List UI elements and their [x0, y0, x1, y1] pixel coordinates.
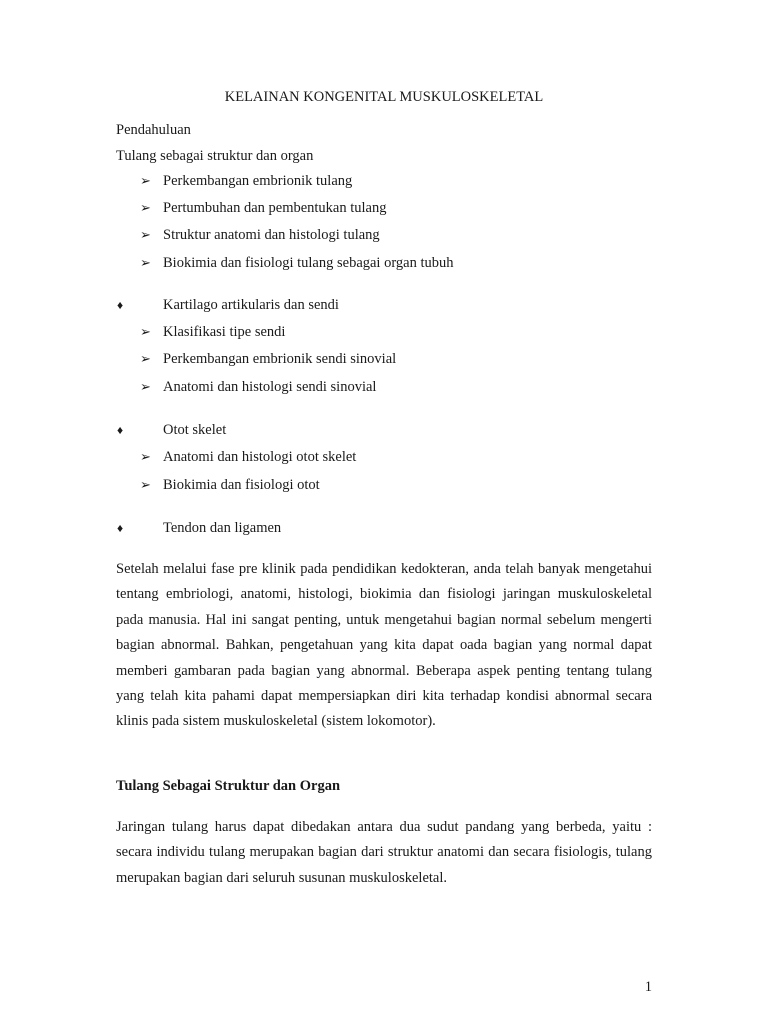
arrow-bullet-icon: ➢ [140, 324, 151, 339]
list-item: Anatomi dan histologi otot skelet [163, 449, 357, 465]
arrow-bullet-icon: ➢ [140, 351, 151, 366]
list-item: Struktur anatomi dan histologi tulang [163, 227, 380, 243]
list-item: Perkembangan embrionik sendi sinovial [163, 351, 397, 367]
section2-label: Kartilago artikularis dan sendi [163, 297, 339, 313]
list-item: Perkembangan embrionik tulang [163, 173, 353, 189]
diamond-bullet-icon: ♦ [117, 298, 124, 312]
diamond-bullet-icon: ♦ [117, 521, 124, 535]
intro-label: Pendahuluan [116, 122, 191, 138]
arrow-bullet-icon: ➢ [140, 173, 151, 188]
document-title: KELAINAN KONGENITAL MUSKULOSKELETAL [224, 89, 544, 105]
arrow-bullet-icon: ➢ [140, 379, 151, 394]
arrow-bullet-icon: ➢ [140, 227, 151, 242]
arrow-bullet-icon: ➢ [140, 200, 151, 215]
list-item: Klasifikasi tipe sendi [163, 324, 286, 340]
arrow-bullet-icon: ➢ [140, 449, 151, 464]
diamond-bullet-icon: ♦ [117, 423, 124, 437]
list-item: Biokimia dan fisiologi tulang sebagai organ tubuh [163, 255, 454, 271]
section3-label: Otot skelet [163, 422, 227, 438]
body-paragraph: Setelah melalui fase pre klinik pada pendidikan kedokteran, anda telah banyak mengetahui tentang embriologi, anatomi, histologi, biokimia dan fisiologi jaringan muskuloskeletal pada manusia. Hal ini sangat penting, untuk mengetahui bagian normal sebelum mengerti bagian abnormal. Bahkan, pengetahuan yang kita dapat oada bagian yang normal dapat memberi gambaran pada bagian yang abnormal. Beberapa aspek penting tentang tulang yang telah kita pahami dapat mempersiapkan diri kita terhadap kondisi abnormal secara klinis pada sistem muskuloskeletal (sistem lokomotor). [116, 561, 652, 730]
page-number: 1 [644, 978, 652, 995]
section4-label: Tendon dan ligamen [163, 520, 282, 536]
arrow-bullet-icon: ➢ [140, 255, 151, 270]
list-item: Biokimia dan fisiologi otot [163, 477, 320, 493]
section-heading: Tulang Sebagai Struktur dan Organ [116, 778, 341, 794]
arrow-bullet-icon: ➢ [140, 477, 151, 492]
body-paragraph: Jaringan tulang harus dapat dibedakan antara dua sudut pandang yang berbeda, yaitu : secara individu tulang merupakan bagian dari struktur anatomi dan secara fisiologis, tulang merupakan bagian dari seluruh susunan muskuloskeletal. [116, 819, 652, 886]
list-item: Pertumbuhan dan pembentukan tulang [163, 200, 387, 216]
list-item: Anatomi dan histologi sendi sinovial [163, 379, 377, 395]
section1-label: Tulang sebagai struktur dan organ [116, 148, 314, 164]
